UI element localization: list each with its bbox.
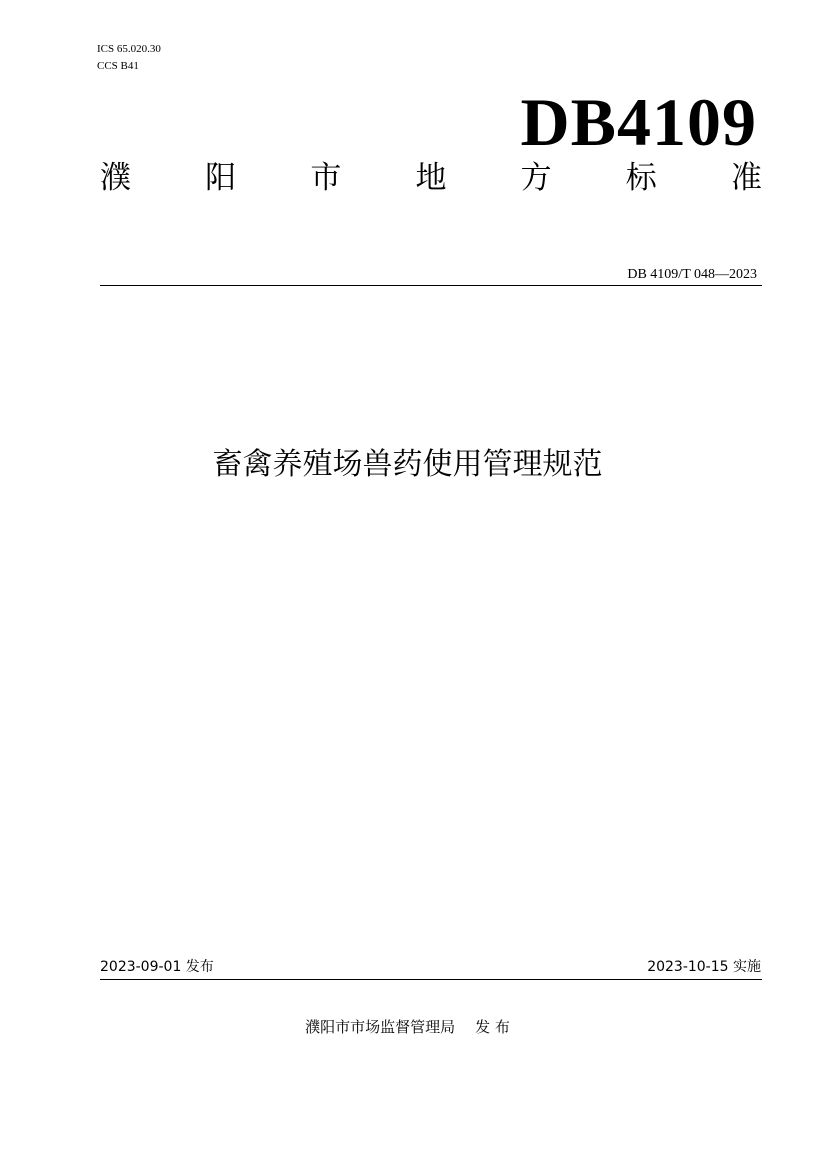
standard-type-char: 阳 (205, 160, 237, 196)
standard-code: DB4109 (520, 84, 757, 160)
document-title: 畜禽养殖场兽药使用管理规范 (212, 447, 603, 482)
bottom-divider (100, 979, 762, 980)
effective-date: 2023-10-15 实施 (647, 959, 761, 975)
standard-type-char: 地 (415, 160, 447, 196)
standard-type-char: 濮 (100, 160, 131, 196)
ccs-code: CCS B41 (97, 60, 139, 72)
publish-date: 2023-09-01 发布 (100, 959, 214, 975)
standard-number: DB 4109/T 048—2023 (627, 267, 757, 282)
standard-type-char: 方 (520, 160, 552, 196)
standard-type-char: 准 (730, 160, 762, 196)
issuer-line (0, 1017, 815, 1037)
standard-type (100, 158, 762, 198)
ics-code: ICS 65.020.30 (97, 43, 161, 55)
top-divider (100, 285, 762, 286)
issuer-action: 发 布 (475, 1018, 510, 1036)
standard-type-char: 市 (310, 160, 342, 196)
standard-type-char: 标 (625, 160, 657, 196)
issuer-organization: 濮阳市市场监督管理局 (305, 1018, 456, 1036)
